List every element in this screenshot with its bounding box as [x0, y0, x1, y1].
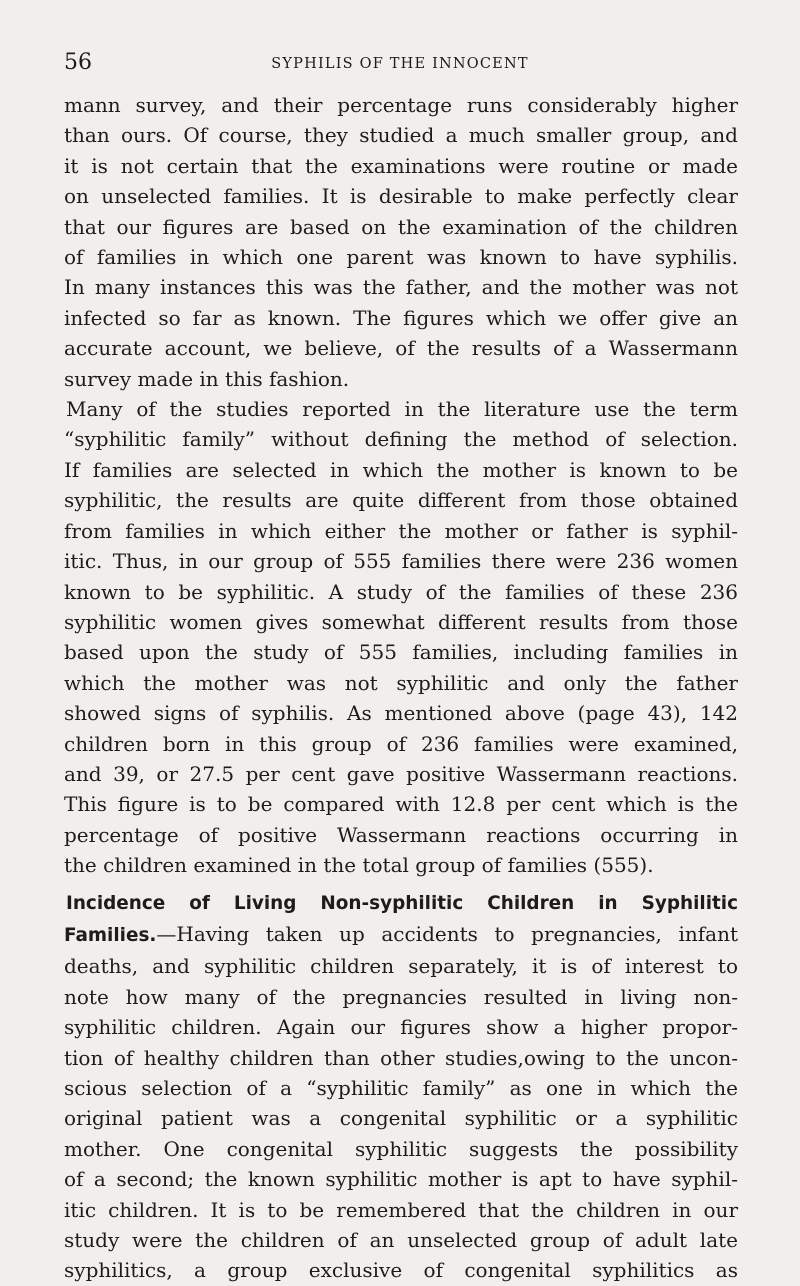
- page-header: [64, 50, 736, 80]
- text-line: percentage of positive Wassermann reactions occurring in: [64, 822, 738, 847]
- heading-tail-text: —Having taken up accidents to pregnancies, infant: [156, 921, 738, 946]
- text-line: note how many of the pregnancies resulted in living non-: [64, 984, 738, 1009]
- text-line: on unselected families. It is desirable to make perfectly clear: [64, 184, 738, 209]
- text-line: and 39, or 27.5 per cent gave positive Wassermann reactions.: [64, 761, 738, 786]
- text-line: Many of the studies reported in the literature use the term: [66, 397, 738, 422]
- text-line: “syphilitic family” without defining the method of selection.: [64, 427, 738, 452]
- text-line: accurate account, we believe, of the results of a Wassermann: [64, 336, 738, 361]
- paragraph-2: [64, 394, 738, 881]
- text-line: scious selection of a “syphilitic family” as one in which the: [64, 1076, 738, 1100]
- paragraph-3: [64, 887, 738, 1286]
- text-line: mann survey, and their percentage runs considerably higher: [64, 93, 738, 117]
- text-line: syphilitics, a group exclusive of congenital syphilitics as: [64, 1258, 738, 1283]
- text-line: showed signs of syphilis. As mentioned above (page 43), 142: [64, 701, 738, 726]
- text-line: the children examined in the total group of families (555).: [64, 853, 654, 878]
- text-line: syphilitic, the results are quite different from those obtained: [64, 488, 738, 513]
- section-heading: Incidence of Living Non-syphilitic Children in Syphilitic: [66, 892, 738, 914]
- text-line: deaths, and syphilitic children separately, it is of interest to: [64, 954, 738, 979]
- running-head: SYPHILIS OF THE INNOCENT: [271, 56, 529, 72]
- text-line: than ours. Of course, they studied a much smaller group, and: [64, 123, 738, 148]
- text-line: infected so far as known. The figures which we offer give an: [64, 305, 738, 330]
- text-line: based upon the study of 555 families, including families in: [64, 640, 738, 665]
- text-line: of families in which one parent was known to have syphilis.: [64, 245, 738, 270]
- section-heading-continued: Families.: [64, 924, 157, 946]
- text-line: In many instances this was the father, and the mother was not: [64, 275, 738, 300]
- text-line: itic children. It is to be remembered that the children in our: [64, 1197, 738, 1222]
- paragraph-1: [64, 90, 738, 394]
- text-line: survey made in this fashion.: [64, 366, 350, 391]
- text-line: study were the children of an unselected group of adult late: [64, 1228, 738, 1253]
- text-line: syphilitic children. Again our figures show a higher propor-: [64, 1015, 738, 1040]
- text-line: it is not certain that the examinations were routine or made: [64, 153, 738, 178]
- text-line: from families in which either the mother or father is syphil-: [64, 518, 738, 543]
- text-line: known to be syphilitic. A study of the families of these 236: [64, 579, 738, 604]
- text-line: children born in this group of 236 families were examined,: [64, 731, 738, 756]
- text-line: which the mother was not syphilitic and only the father: [64, 670, 738, 695]
- text-line: itic. Thus, in our group of 555 families there were 236 women: [64, 549, 738, 574]
- text-line: tion of healthy children than other studies,owing to the uncon-: [64, 1045, 738, 1070]
- text-line: of a second; the known syphilitic mother is apt to have syphil-: [64, 1167, 738, 1192]
- text-line: [64, 919, 738, 951]
- text-line: syphilitic women gives somewhat different results from those: [64, 609, 738, 634]
- text-line: original patient was a congenital syphilitic or a syphilitic: [64, 1106, 738, 1131]
- text-line: mother. One congenital syphilitic suggests the possibility: [64, 1136, 738, 1161]
- text-line: [64, 887, 738, 919]
- text-line: that our figures are based on the examination of the children: [64, 214, 738, 239]
- text-line: This figure is to be compared with 12.8 per cent which is the: [64, 792, 738, 817]
- page-number: 56: [64, 50, 92, 75]
- body-text: [64, 90, 738, 1286]
- text-line: If families are selected in which the mother is known to be: [64, 457, 738, 482]
